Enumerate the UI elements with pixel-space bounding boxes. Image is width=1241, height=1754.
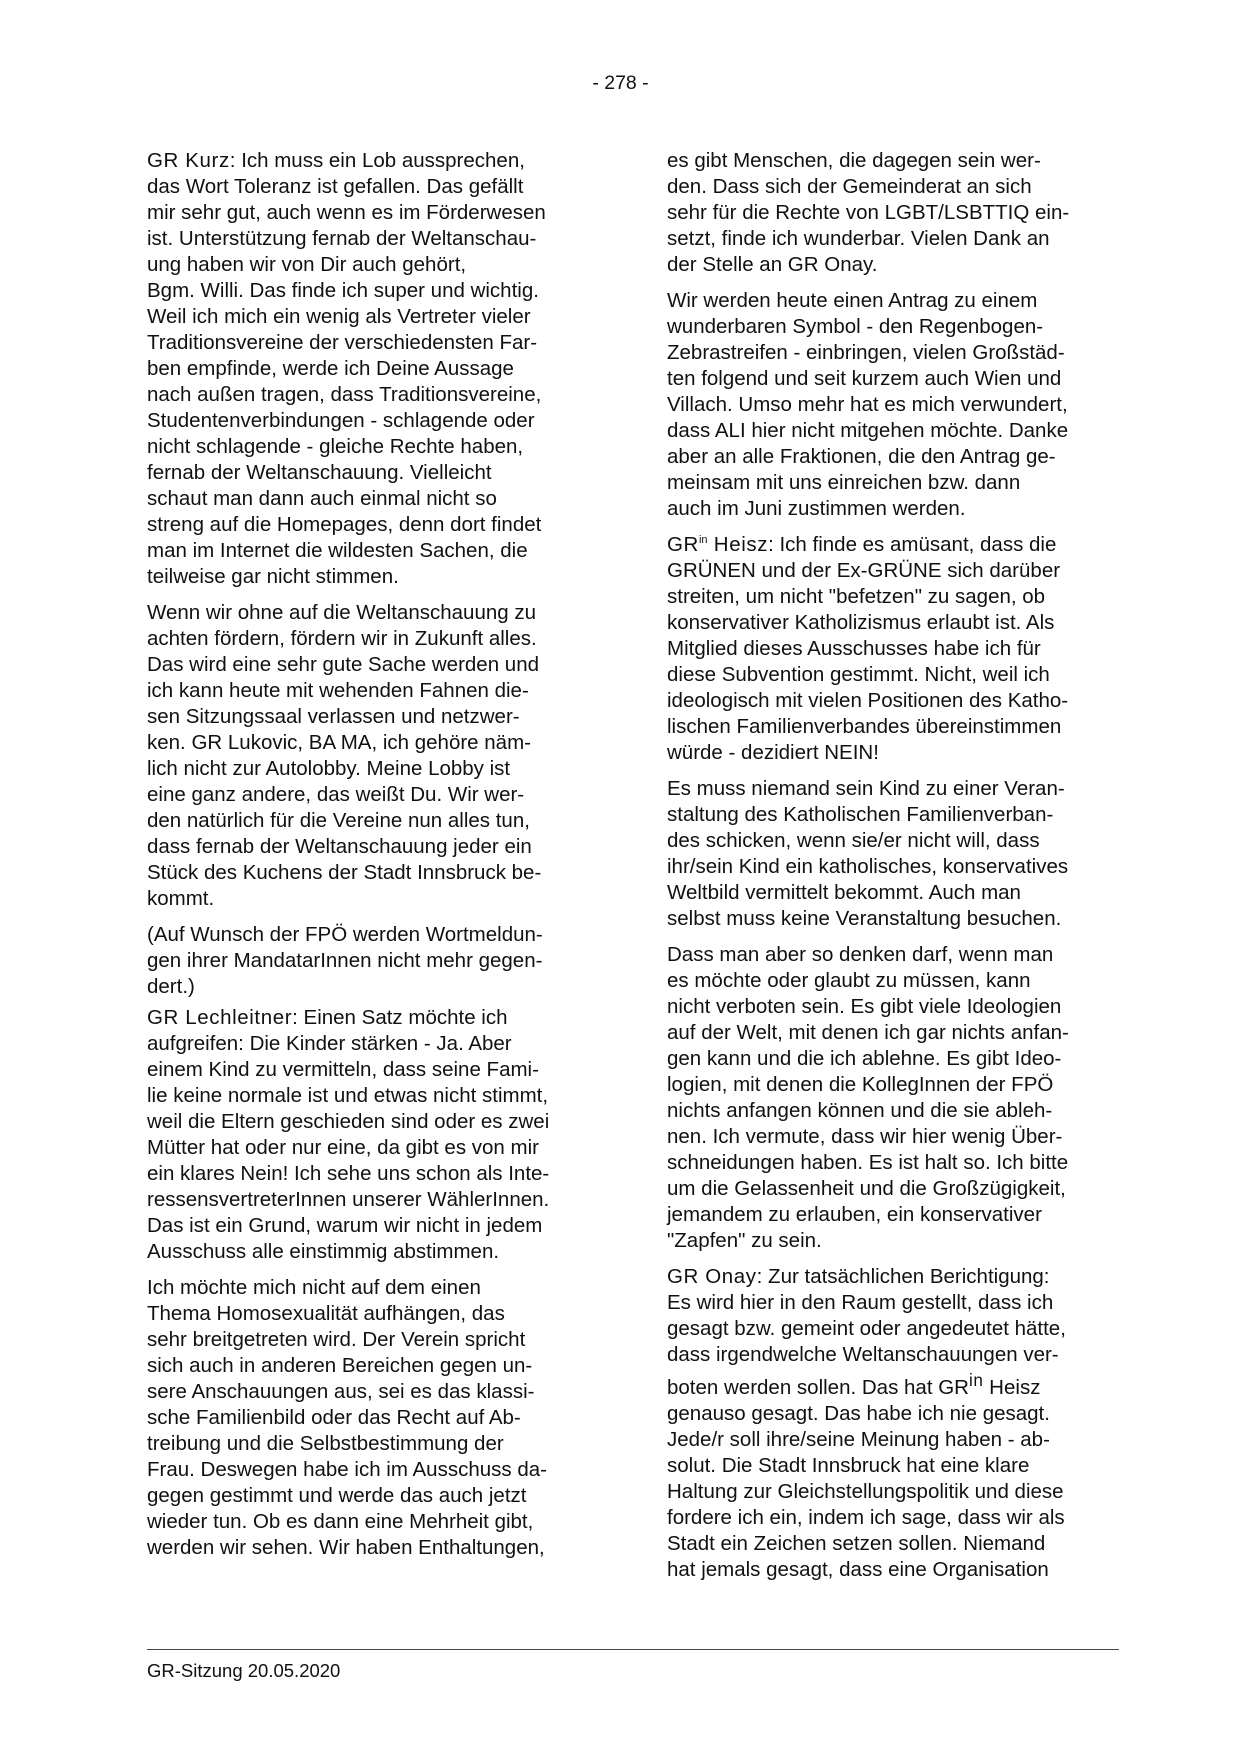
- text-line: kommt.: [147, 887, 215, 910]
- paragraph: [147, 600, 600, 912]
- paragraph: [667, 1264, 1121, 1583]
- text-line: Traditionsvereine der verschiedensten Far-: [147, 331, 538, 354]
- text-line: ben empfinde, werde ich Deine Aussage: [147, 357, 514, 380]
- paragraph: [147, 1005, 600, 1265]
- text-line: achten fördern, fördern wir in Zukunft alles.: [147, 627, 537, 650]
- text-line: Es muss niemand sein Kind zu einer Veran-: [667, 777, 1065, 800]
- text-line: Zebrastreifen - einbringen, vielen Großstäd-: [667, 341, 1065, 364]
- text-line: aber an alle Fraktionen, die den Antrag ge-: [667, 445, 1056, 468]
- text-line: nichts anfangen können und die sie ableh-: [667, 1099, 1053, 1122]
- text-line: fernab der Weltanschauung. Vielleicht: [147, 461, 492, 484]
- text-line: aufgreifen: Die Kinder stärken - Ja. Aber: [147, 1032, 512, 1055]
- text-line: Wir werden heute einen Antrag zu einem: [667, 289, 1038, 312]
- text-line: auch im Juni zustimmen werden.: [667, 497, 966, 520]
- text-line: nicht verboten sein. Es gibt viele Ideologien: [667, 995, 1062, 1018]
- text-line: schneidungen haben. Es ist halt so. Ich bitte: [667, 1151, 1069, 1174]
- speaker-name: GR Lechleitner: [147, 1006, 293, 1029]
- page-number: - 278 -: [592, 72, 649, 94]
- text-line: GR Kurz: Ich muss ein Lob aussprechen,: [147, 149, 525, 172]
- text-line: sehr für die Rechte von LGBT/LSBTTIQ ein-: [667, 201, 1070, 224]
- speaker-name: $GR^{in}$ Heisz: [667, 533, 769, 556]
- text-line: nen. Ich vermute, dass wir hier wenig Über-: [667, 1125, 1063, 1148]
- footer-divider: [147, 1649, 1119, 1650]
- text-line: nach außen tragen, dass Traditionsvereine,: [147, 383, 542, 406]
- text-line: es gibt Menschen, die dagegen sein wer-: [667, 149, 1041, 172]
- text-line: werden wir sehen. Wir haben Enthaltungen,: [147, 1536, 545, 1559]
- text-line: ein klares Nein! Ich sehe uns schon als Inte-: [147, 1162, 550, 1185]
- text-line: lie keine normale ist und etwas nicht stimmt,: [147, 1084, 549, 1107]
- text-line: Villach. Umso mehr hat es mich verwundert,: [667, 393, 1068, 416]
- text-line: Das ist ein Grund, warum wir nicht in jedem: [147, 1214, 543, 1237]
- text-line: ideologisch mit vielen Positionen des Katho-: [667, 689, 1069, 712]
- text-line: Bgm. Willi. Das finde ich super und wichtig.: [147, 279, 539, 302]
- left-column: [147, 148, 600, 1571]
- text-line: gen ihrer MandatarInnen nicht mehr gegen-: [147, 949, 543, 972]
- text-line: würde - dezidiert NEIN!: [667, 741, 879, 764]
- text-line: eine ganz andere, das weißt Du. Wir wer-: [147, 783, 525, 806]
- text-line: um die Gelassenheit und die Großzügigkeit,: [667, 1177, 1066, 1200]
- text-line: ich kann heute mit wehenden Fahnen die-: [147, 679, 529, 702]
- text-line: ung haben wir von Dir auch gehört,: [147, 253, 467, 276]
- text-line: GR Lechleitner: Einen Satz möchte ich: [147, 1006, 508, 1029]
- text-line: den. Dass sich der Gemeinderat an sich: [667, 175, 1032, 198]
- text-line: nicht schlagende - gleiche Rechte haben,: [147, 435, 524, 458]
- text-line: mir sehr gut, auch wenn es im Förderwesen: [147, 201, 546, 224]
- paragraph: [667, 942, 1121, 1254]
- text-line: dert.): [147, 975, 195, 998]
- text-line: hat jemals gesagt, dass eine Organisation: [667, 1557, 1049, 1581]
- paragraph: [147, 148, 600, 590]
- text-line: Ich möchte mich nicht auf dem einen: [147, 1276, 481, 1299]
- text-line: GRÜNEN und der Ex-GRÜNE sich darüber: [667, 559, 1061, 582]
- text-line: (Auf Wunsch der FPÖ werden Wortmeldun-: [147, 923, 543, 946]
- text-line: lich nicht zur Autolobby. Meine Lobby ist: [147, 757, 511, 780]
- text-line: dass fernab der Weltanschauung jeder ein: [147, 835, 532, 858]
- text-line: Jede/r soll ihre/seine Meinung haben - ab-: [667, 1427, 1050, 1451]
- text-line: solut. Die Stadt Innsbruck hat eine klare: [667, 1453, 1030, 1477]
- text-line: dass irgendwelche Weltanschauungen ver-: [667, 1343, 1059, 1366]
- note-paragraph: [147, 922, 600, 1000]
- text-line: Thema Homosexualität aufhängen, das: [147, 1302, 505, 1325]
- text-line: $GR^{in}$ Heisz: Ich finde es amüsant, dass die: [667, 533, 1057, 556]
- text-line: streng auf die Homepages, denn dort findet: [147, 513, 542, 536]
- paragraph: [667, 148, 1121, 278]
- text-line: Ausschuss alle einstimmig abstimmen.: [147, 1240, 500, 1263]
- text-line: meinsam mit uns einreichen bzw. dann: [667, 471, 1021, 494]
- text-line: konservativer Katholizismus erlaubt ist. Als: [667, 611, 1055, 634]
- footer-session-date: GR-Sitzung 20.05.2020: [147, 1660, 341, 1681]
- text-line: ihr/sein Kind ein katholisches, konservatives: [667, 855, 1069, 878]
- text-line: ressensvertreterInnen unserer WählerInnen.: [147, 1188, 550, 1211]
- text-line: sich auch in anderen Bereichen gegen un-: [147, 1354, 533, 1377]
- text-line: Frau. Deswegen habe ich im Ausschuss da-: [147, 1458, 547, 1481]
- text-line: Dass man aber so denken darf, wenn man: [667, 943, 1054, 966]
- speaker-name: GR Kurz: [147, 149, 230, 172]
- text-line: diese Subvention gestimmt. Nicht, weil ich: [667, 663, 1050, 686]
- paragraph: [147, 1275, 600, 1561]
- text-line: auf der Welt, mit denen ich gar nichts anfan-: [667, 1021, 1069, 1044]
- text-line: Haltung zur Gleichstellungspolitik und diese: [667, 1479, 1064, 1503]
- text-line: weil die Eltern geschieden sind oder es zwei: [147, 1110, 550, 1133]
- text-line: schaut man dann auch einmal nicht so: [147, 487, 497, 510]
- text-line: wunderbaren Symbol - den Regenbogen-: [667, 315, 1044, 338]
- text-line: wieder tun. Ob es dann eine Mehrheit gibt,: [147, 1510, 534, 1533]
- text-line: des schicken, wenn sie/er nicht will, dass: [667, 829, 1040, 852]
- text-line: Weltbild vermittelt bekommt. Auch man: [667, 881, 1021, 904]
- text-line: Studentenverbindungen - schlagende oder: [147, 409, 535, 432]
- text-line: gegen gestimmt und werde das auch jetzt: [147, 1484, 527, 1507]
- text-line: jemandem zu erlauben, ein konservativer: [667, 1203, 1042, 1226]
- text-line: es möchte oder glaubt zu müssen, kann: [667, 969, 1031, 992]
- text-line: Weil ich mich ein wenig als Vertreter vieler: [147, 305, 531, 328]
- text-line: treibung und die Selbstbestimmung der: [147, 1432, 504, 1455]
- text-line: Stadt ein Zeichen setzen sollen. Niemand: [667, 1531, 1046, 1555]
- text-line: Es wird hier in den Raum gestellt, dass ich: [667, 1291, 1054, 1314]
- text-line: "Zapfen" zu sein.: [667, 1229, 822, 1252]
- text-line: staltung des Katholischen Familienverban-: [667, 803, 1054, 826]
- text-line: einem Kind zu vermitteln, dass seine Fami-: [147, 1058, 539, 1081]
- text-line: Wenn wir ohne auf die Weltanschauung zu: [147, 601, 536, 624]
- text-line: Mütter hat oder nur eine, da gibt es von mir: [147, 1136, 539, 1159]
- text-line: ist. Unterstützung fernab der Weltanschau-: [147, 227, 537, 250]
- text-line: streiten, um nicht "befetzen" zu sagen, ob: [667, 585, 1046, 608]
- text-line: dass ALI hier nicht mitgehen möchte. Danke: [667, 419, 1069, 442]
- text-line: fordere ich ein, indem ich sage, dass wir als: [667, 1505, 1065, 1529]
- text-line: setzt, finde ich wunderbar. Vielen Dank an: [667, 227, 1050, 250]
- text-line: selbst muss keine Veranstaltung besuchen.: [667, 907, 1062, 930]
- text-line: boten werden sollen. Das hat $GR^{in}$ Heisz: [667, 1371, 1041, 1399]
- text-line: man im Internet die wildesten Sachen, die: [147, 539, 528, 562]
- text-line: logien, mit denen die KollegInnen der FPÖ: [667, 1073, 1054, 1096]
- text-line: ken. GR Lukovic, BA MA, ich gehöre näm-: [147, 731, 531, 754]
- text-line: sere Anschauungen aus, sei es das klassi-: [147, 1380, 535, 1403]
- text-line: lischen Familienverbandes übereinstimmen: [667, 715, 1062, 738]
- text-line: Stück des Kuchens der Stadt Innsbruck be-: [147, 861, 542, 884]
- right-column: [667, 148, 1121, 1593]
- text-line: den natürlich für die Vereine nun alles tun,: [147, 809, 530, 832]
- text-line: Mitglied dieses Ausschusses habe ich für: [667, 637, 1041, 660]
- text-line: teilweise gar nicht stimmen.: [147, 565, 399, 588]
- text-line: sehr breitgetreten wird. Der Verein spricht: [147, 1328, 526, 1351]
- text-line: das Wort Toleranz ist gefallen. Das gefällt: [147, 175, 524, 198]
- text-line: GR Onay: Zur tatsächlichen Berichtigung:: [667, 1265, 1050, 1288]
- text-line: Das wird eine sehr gute Sache werden und: [147, 653, 540, 676]
- text-line: genauso gesagt. Das habe ich nie gesagt.: [667, 1401, 1050, 1425]
- text-line: sche Familienbild oder das Recht auf Ab-: [147, 1406, 521, 1429]
- paragraph: [667, 776, 1121, 932]
- paragraph: [667, 532, 1121, 766]
- text-line: ten folgend und seit kurzem auch Wien und: [667, 367, 1062, 390]
- text-line: gen kann und die ich ablehne. Es gibt Ideo-: [667, 1047, 1062, 1070]
- speaker-name: GR Onay: [667, 1265, 757, 1288]
- text-line: gesagt bzw. gemeint oder angedeutet hätte,: [667, 1317, 1066, 1340]
- paragraph: [667, 288, 1121, 522]
- text-line: der Stelle an GR Onay.: [667, 253, 878, 276]
- text-line: sen Sitzungssaal verlassen und netzwer-: [147, 705, 520, 728]
